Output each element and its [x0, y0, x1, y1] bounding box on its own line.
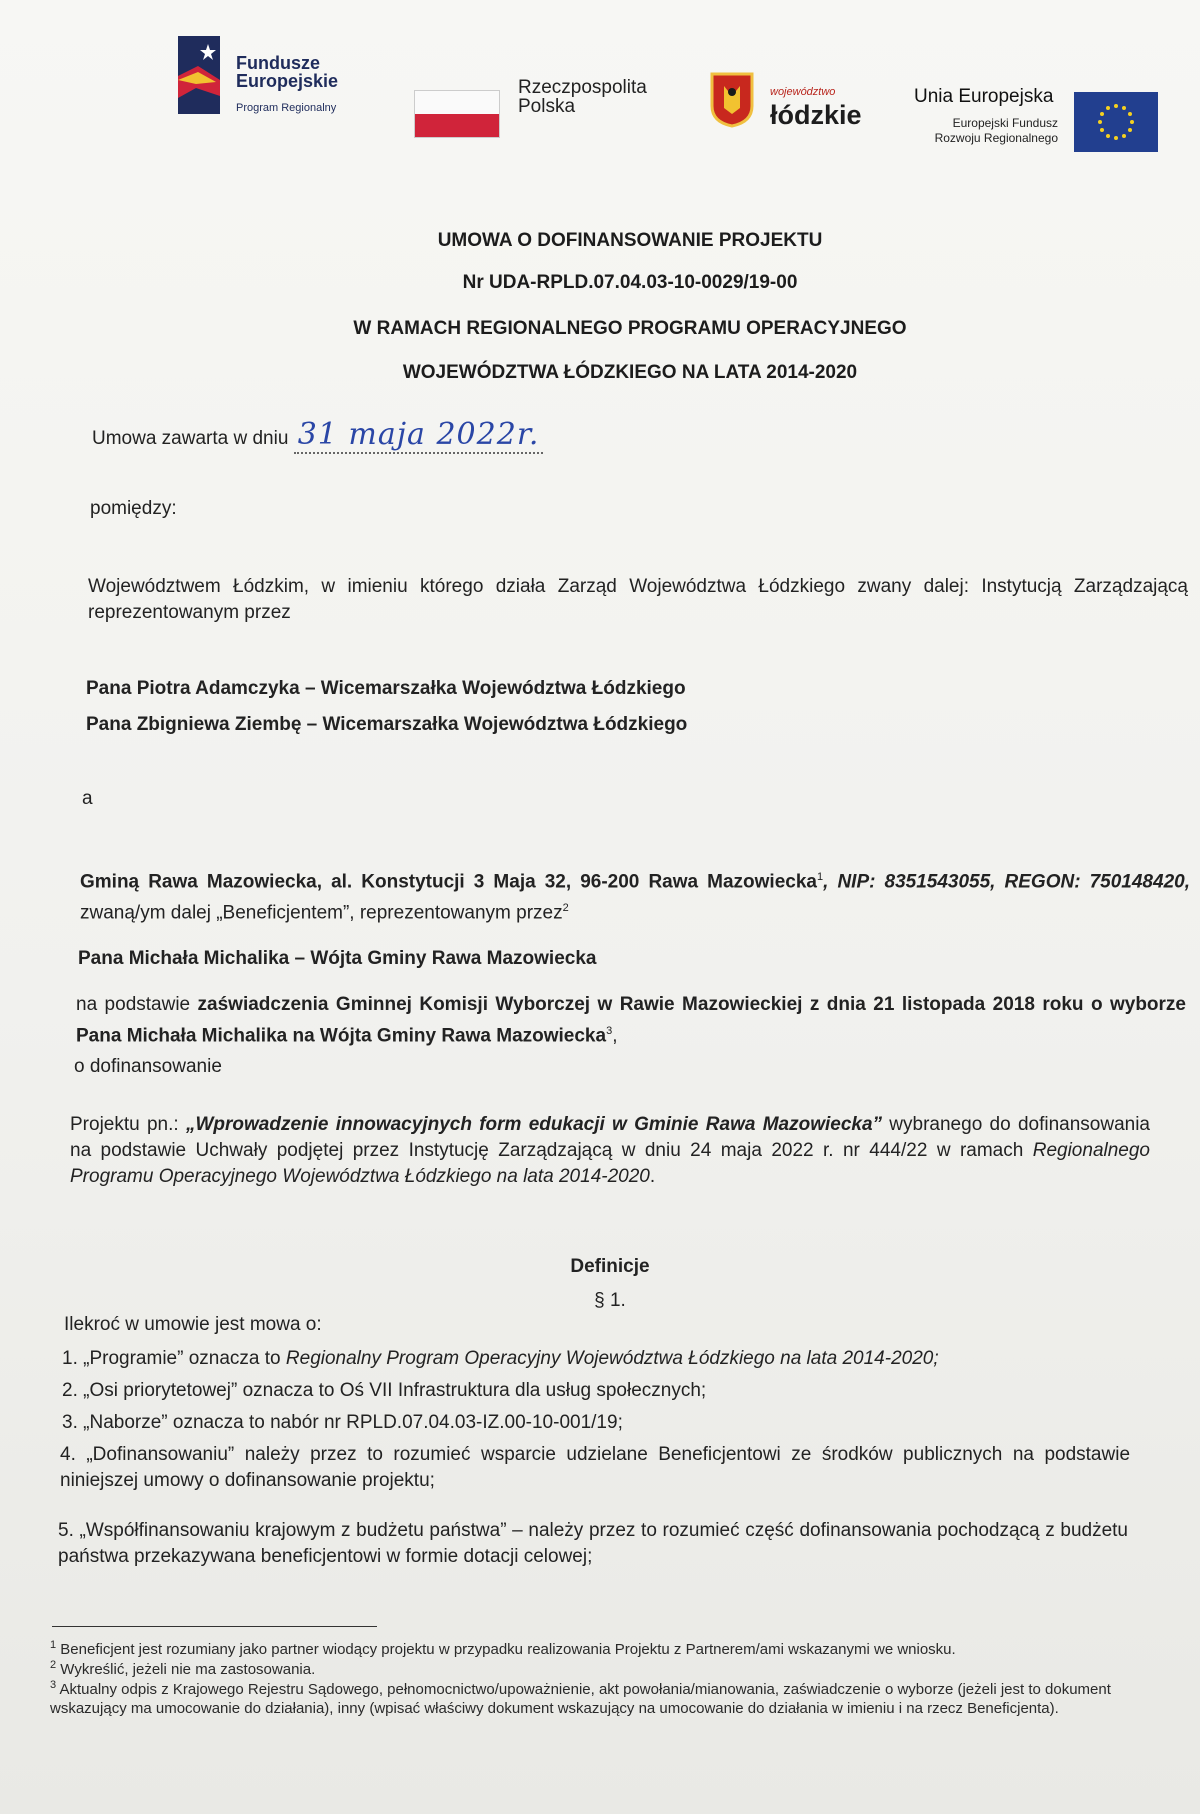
lodzkie-crest-icon: [710, 72, 754, 128]
party-1-description: Województwem Łódzkim, w imieniu którego działa Zarząd Województwa Łódzkiego zwany dalej: Instytucją Zarządzającą reprezentowanym przez: [88, 576, 1188, 623]
date-label: Umowa zawarta w dniu: [92, 428, 289, 449]
footnote-1-text: Beneficjent jest rozumiany jako partner wiodący projektu w przypadku realizowania Projektu z Partnerem/ami wskazanymi we wniosku.: [60, 1641, 956, 1658]
definition-text: oznacza to: [183, 1348, 286, 1369]
fe-subtitle: Program Regionalny: [236, 102, 337, 114]
eu-flag-icon: [1074, 92, 1158, 152]
definition-text: oznacza to Oś VII Infrastruktura dla usług społecznych;: [237, 1380, 707, 1401]
fe-flag-icon: [178, 36, 220, 114]
heading-line-3: W RAMACH REGIONALNEGO PROGRAMU OPERACYJNEGO: [353, 318, 907, 339]
footnote-1-num: 1: [50, 1639, 57, 1651]
definition-num: 4.: [60, 1444, 76, 1465]
definition-detail: Regionalny Program Operacyjny Województwa Łódzkiego na lata 2014-2020;: [285, 1348, 939, 1369]
poland-flag-icon: [414, 90, 500, 138]
definition-item-1: [62, 1346, 1122, 1372]
party-2-rest: zwaną/ym dalej „Beneficjentem”, reprezentowanym przez: [80, 902, 563, 924]
rp-line-2: Polska: [518, 96, 576, 117]
logo-bar: [0, 30, 1200, 170]
definition-num: 1.: [62, 1348, 78, 1369]
representative-3: Pana Michała Michalika – Wójta Gminy Rawa Mazowiecka: [78, 948, 597, 969]
rp-title: [518, 78, 647, 116]
rp-line-1: Rzeczpospolita: [518, 77, 647, 98]
heading-line-4: WOJEWÓDZTWA ŁÓDZKIEGO NA LATA 2014-2020: [402, 362, 858, 383]
footnote-3-num: 3: [50, 1679, 57, 1691]
footnote-2-num: 2: [50, 1659, 57, 1671]
footnote-ref-3: 3: [606, 1025, 613, 1037]
definition-num: 2.: [62, 1380, 78, 1401]
heading-contract-number: Nr UDA-RPLD.07.04.03-10-0029/19-00: [462, 272, 798, 293]
definition-text: oznacza to nabór nr RPLD.07.04.03-IZ.00-10-001/19;: [167, 1412, 623, 1433]
definition-item-3: [62, 1410, 1122, 1436]
footnote-3-text: Aktualny odpis z Krajowego Rejestru Sądowego, pełnomocnictwo/upoważnienie, akt powołania/mianowania, zaświadczenie o wyborze (jeżeli jest to dokument wskazujący ma umocowanie do działania), inny (wpisać właściwy dokument wskazujący na umocowanie do działania w imieniu i na rzecz Beneficjenta).: [50, 1681, 1111, 1717]
project-paragraph: [70, 1112, 1150, 1190]
definition-term: „Współfinansowaniu krajowym z budżetu państwa”: [79, 1520, 507, 1541]
definitions-lead: Ilekroć w umowie jest mowa o:: [64, 1314, 322, 1335]
footnote-ref-1: 1: [816, 871, 824, 883]
basis-prefix: na podstawie: [76, 994, 198, 1015]
subject-label: o dofinansowanie: [74, 1056, 222, 1077]
project-basis: wybranego do dofinansowania na podstawie Uchwały podjętej przez Instytucję Zarządzającą w dniu 24 maja 2022 r. nr 444/22 w ramach: [70, 1114, 1150, 1161]
heading-line-1: UMOWA O DOFINANSOWANIE PROJEKTU: [437, 230, 823, 251]
date-line: [92, 417, 792, 454]
paragraph-mark: § 1.: [594, 1290, 626, 1311]
date-field: [294, 417, 544, 454]
lodzkie-big-label: łódzkie: [770, 100, 862, 130]
definition-num: 5.: [58, 1520, 74, 1541]
fe-title-line-2: Europejskie: [236, 71, 339, 91]
footnote-ref-2: 2: [562, 902, 569, 915]
between-label: pomiędzy:: [90, 498, 177, 519]
definition-item-5: [58, 1518, 1128, 1570]
party-2-name: Gminą Rawa Mazowiecka, al. Konstytucji 3 Maja 32, 96-200 Rawa Mazowiecka: [80, 871, 817, 893]
party-2-description: [80, 864, 1190, 927]
lodzkie-logo: [710, 72, 880, 162]
basis-end: ,: [612, 1025, 618, 1047]
lodzkie-small-label: województwo: [770, 86, 836, 98]
definition-item-4: [60, 1442, 1130, 1494]
footnote-divider: [52, 1626, 377, 1627]
footnote-3: [50, 1676, 1130, 1718]
fundusze-europejskie-logo: [178, 36, 378, 126]
definition-term: „Naborze”: [83, 1412, 168, 1433]
project-prefix: Projektu pn.:: [70, 1114, 186, 1135]
definition-text: – należy przez to rozumieć część dofinansowania pochodzącą z budżetu państwa przekazywana beneficjentowi w formie dotacji celowej;: [58, 1520, 1128, 1567]
ue-title: Unia Europejska: [914, 86, 1054, 107]
conjunction-a: a: [82, 788, 93, 809]
representative-1: Pana Piotra Adamczyka – Wicemarszałka Województwa Łódzkiego: [86, 678, 686, 699]
handwritten-date: 31 maja 2022r.: [297, 417, 540, 452]
definition-text: należy przez to rozumieć wsparcie udzielane Beneficjentowi ze środków publicznych na podstawie niniejszej umowy o dofinansowanie projektu;: [60, 1444, 1131, 1491]
definitions-title: Definicje: [570, 1256, 650, 1277]
rzeczpospolita-logo: [414, 68, 674, 138]
party-2-ids: , NIP: 8351543055, REGON: 750148420,: [823, 871, 1190, 893]
project-title: „Wprowadzenie innowacyjnych form edukacji w Gminie Rawa Mazowiecka”: [185, 1114, 883, 1135]
representative-2: Pana Zbigniewa Ziembę – Wicemarszałka Województwa Łódzkiego: [86, 714, 688, 735]
project-end: .: [649, 1166, 656, 1187]
fe-title: [236, 54, 338, 90]
unia-europejska-logo: [914, 86, 1164, 176]
basis-document: zaświadczenia Gminnej Komisji Wyborczej w Rawie Mazowieckiej z dnia 21 listopada 2018 roku o wyborze Pana Michała Michalika na Wójta Gminy Rawa Mazowiecka: [76, 994, 1186, 1047]
basis-paragraph: [76, 992, 1186, 1049]
ue-subtitle: Europejski Fundusz Rozwoju Regionalnego: [934, 116, 1058, 145]
definition-term: „Osi priorytetowej”: [83, 1380, 238, 1401]
fe-title-line-1: Fundusze: [236, 53, 320, 73]
project-program: Regionalnego Programu Operacyjnego Województwa Łódzkiego na lata 2014-2020: [70, 1140, 1150, 1187]
footnote-2-text: Wykreślić, jeżeli nie ma zastosowania.: [60, 1661, 316, 1678]
definition-term: „Programie”: [83, 1348, 184, 1369]
definition-num: 3.: [62, 1412, 78, 1433]
definition-term: „Dofinansowaniu”: [86, 1444, 235, 1465]
definition-item-2: [62, 1378, 1122, 1404]
